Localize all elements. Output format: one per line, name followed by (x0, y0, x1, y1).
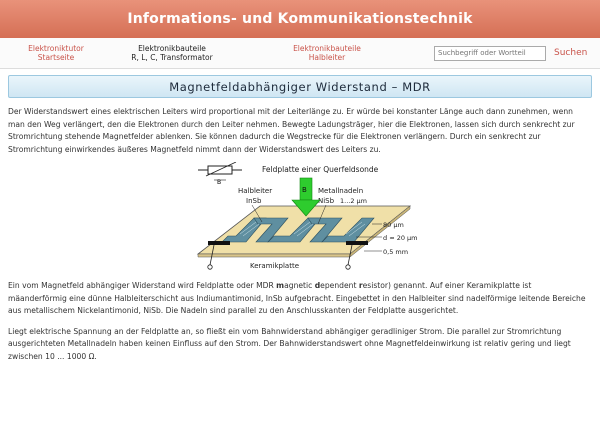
label-needle-width: 1...2 µm (340, 197, 368, 205)
nav-item-line1: Elektroniktutor (28, 44, 84, 53)
search-button[interactable]: Suchen (554, 48, 588, 58)
label-nisb: NiSb (318, 197, 335, 205)
label-insb: InSb (246, 197, 262, 205)
p2-part-a: Ein vom Magnetfeld abhängiger Widerstand wird Feldplatte oder MDR (8, 281, 277, 290)
p2-bold-d: d (314, 281, 321, 290)
page-title: Magnetfeldabhängiger Widerstand – MDR (169, 79, 431, 94)
p2-bold-r: r (358, 281, 363, 290)
figure-title: Feldplatte einer Querfeldsonde (262, 165, 379, 174)
nav-item-line1: Elektronikbauteile (293, 44, 361, 53)
contact-right (346, 241, 368, 245)
main-content (0, 106, 600, 363)
nav-item-rlc[interactable] (112, 44, 232, 62)
label-d: d ≈ 20 µm (383, 234, 418, 242)
site-header (0, 0, 600, 38)
arrow-letter: B (302, 186, 307, 194)
terminal-right (346, 265, 350, 269)
nav-item-line2: Startseite (37, 53, 75, 62)
mdr-symbol-icon (198, 162, 242, 186)
nav-item-line2: R, L, C, Transformator (131, 53, 213, 62)
nav-item-line2: Halbleiter (308, 53, 346, 62)
contact-left (208, 241, 230, 245)
nav-item-startseite[interactable] (0, 44, 112, 62)
label-keramikplatte: Keramikplatte (250, 262, 300, 270)
symbol-letter: B (217, 179, 222, 186)
p2-part-b: agnetic (284, 281, 315, 290)
nav-item-halbleiter[interactable] (232, 44, 422, 62)
page-title-bar (8, 75, 592, 98)
label-halbleiter: Halbleiter (238, 187, 273, 195)
p2-part-e: esistor) genannt. Auf einer Keramikplatte ist mäanderförmig eine dünne Halbleiterschicht aus Indiumantimonid, InSb aufgebracht. Eingebettet in den Halbleiter sind nadelförmige leitende Bereiche aus metallischem Nickelantimonid, NiSb. Die Nadeln sind parallel zu den Anschlusskanten der Feldplatte ausgerichtet. (8, 281, 586, 315)
search-input[interactable] (434, 46, 546, 61)
label-80um: 80 µm (383, 221, 404, 229)
search-area (434, 46, 587, 61)
label-metallnadeln: Metallnadeln (318, 187, 364, 195)
paragraph-mdr-definition (8, 280, 592, 318)
p2-bold-m: m (276, 281, 285, 290)
mdr-figure (8, 162, 592, 272)
top-navigation (0, 38, 600, 69)
label-05mm: 0,5 mm (383, 248, 409, 256)
site-title: Informations- und Kommunikationstechnik (127, 11, 473, 27)
feldplatte-diagram (150, 162, 450, 272)
terminal-left (208, 265, 212, 269)
p2-part-c: ependent (320, 281, 359, 290)
ceramic-plate-edge (198, 254, 350, 257)
paragraph-bahnwiderstand: Liegt elektrische Spannung an der Feldplatte an, so fließt ein vom Bahnwiderstand abhängiger geradliniger Strom. Die parallel zur Stromrichtung ausgerichteten Metallnadeln haben keinen Einfluss auf den Strom. Der Bahnwiderstandswert ohne Magnetfeldeinwirkung ist relativ gering und liegt zwischen 10 ... 1000 Ω. (8, 326, 571, 361)
nav-item-line1: Elektronikbauteile (138, 44, 206, 53)
paragraph-intro: Der Widerstandswert eines elektrischen Leiters wird proportional mit der Leiterlänge zu. Er würde bei konstanter Länge auch dann zunehmen, wenn man den Weg verlängert, den die Elektronen durch den Leiter nehmen. Bewegte Ladungsträger, hier die Elektronen, lassen sich durch senkrecht zur Stromrichtung stehende Magnetfelder ablenken. Sie können dadurch die Wegstrecke für die Elektronen verlängern. Durch ein senkrecht zur Stromrichtung einwirkendes äußeres Magnetfeld nimmt dann der Widerstandswert des Leiters zu. (8, 107, 575, 154)
